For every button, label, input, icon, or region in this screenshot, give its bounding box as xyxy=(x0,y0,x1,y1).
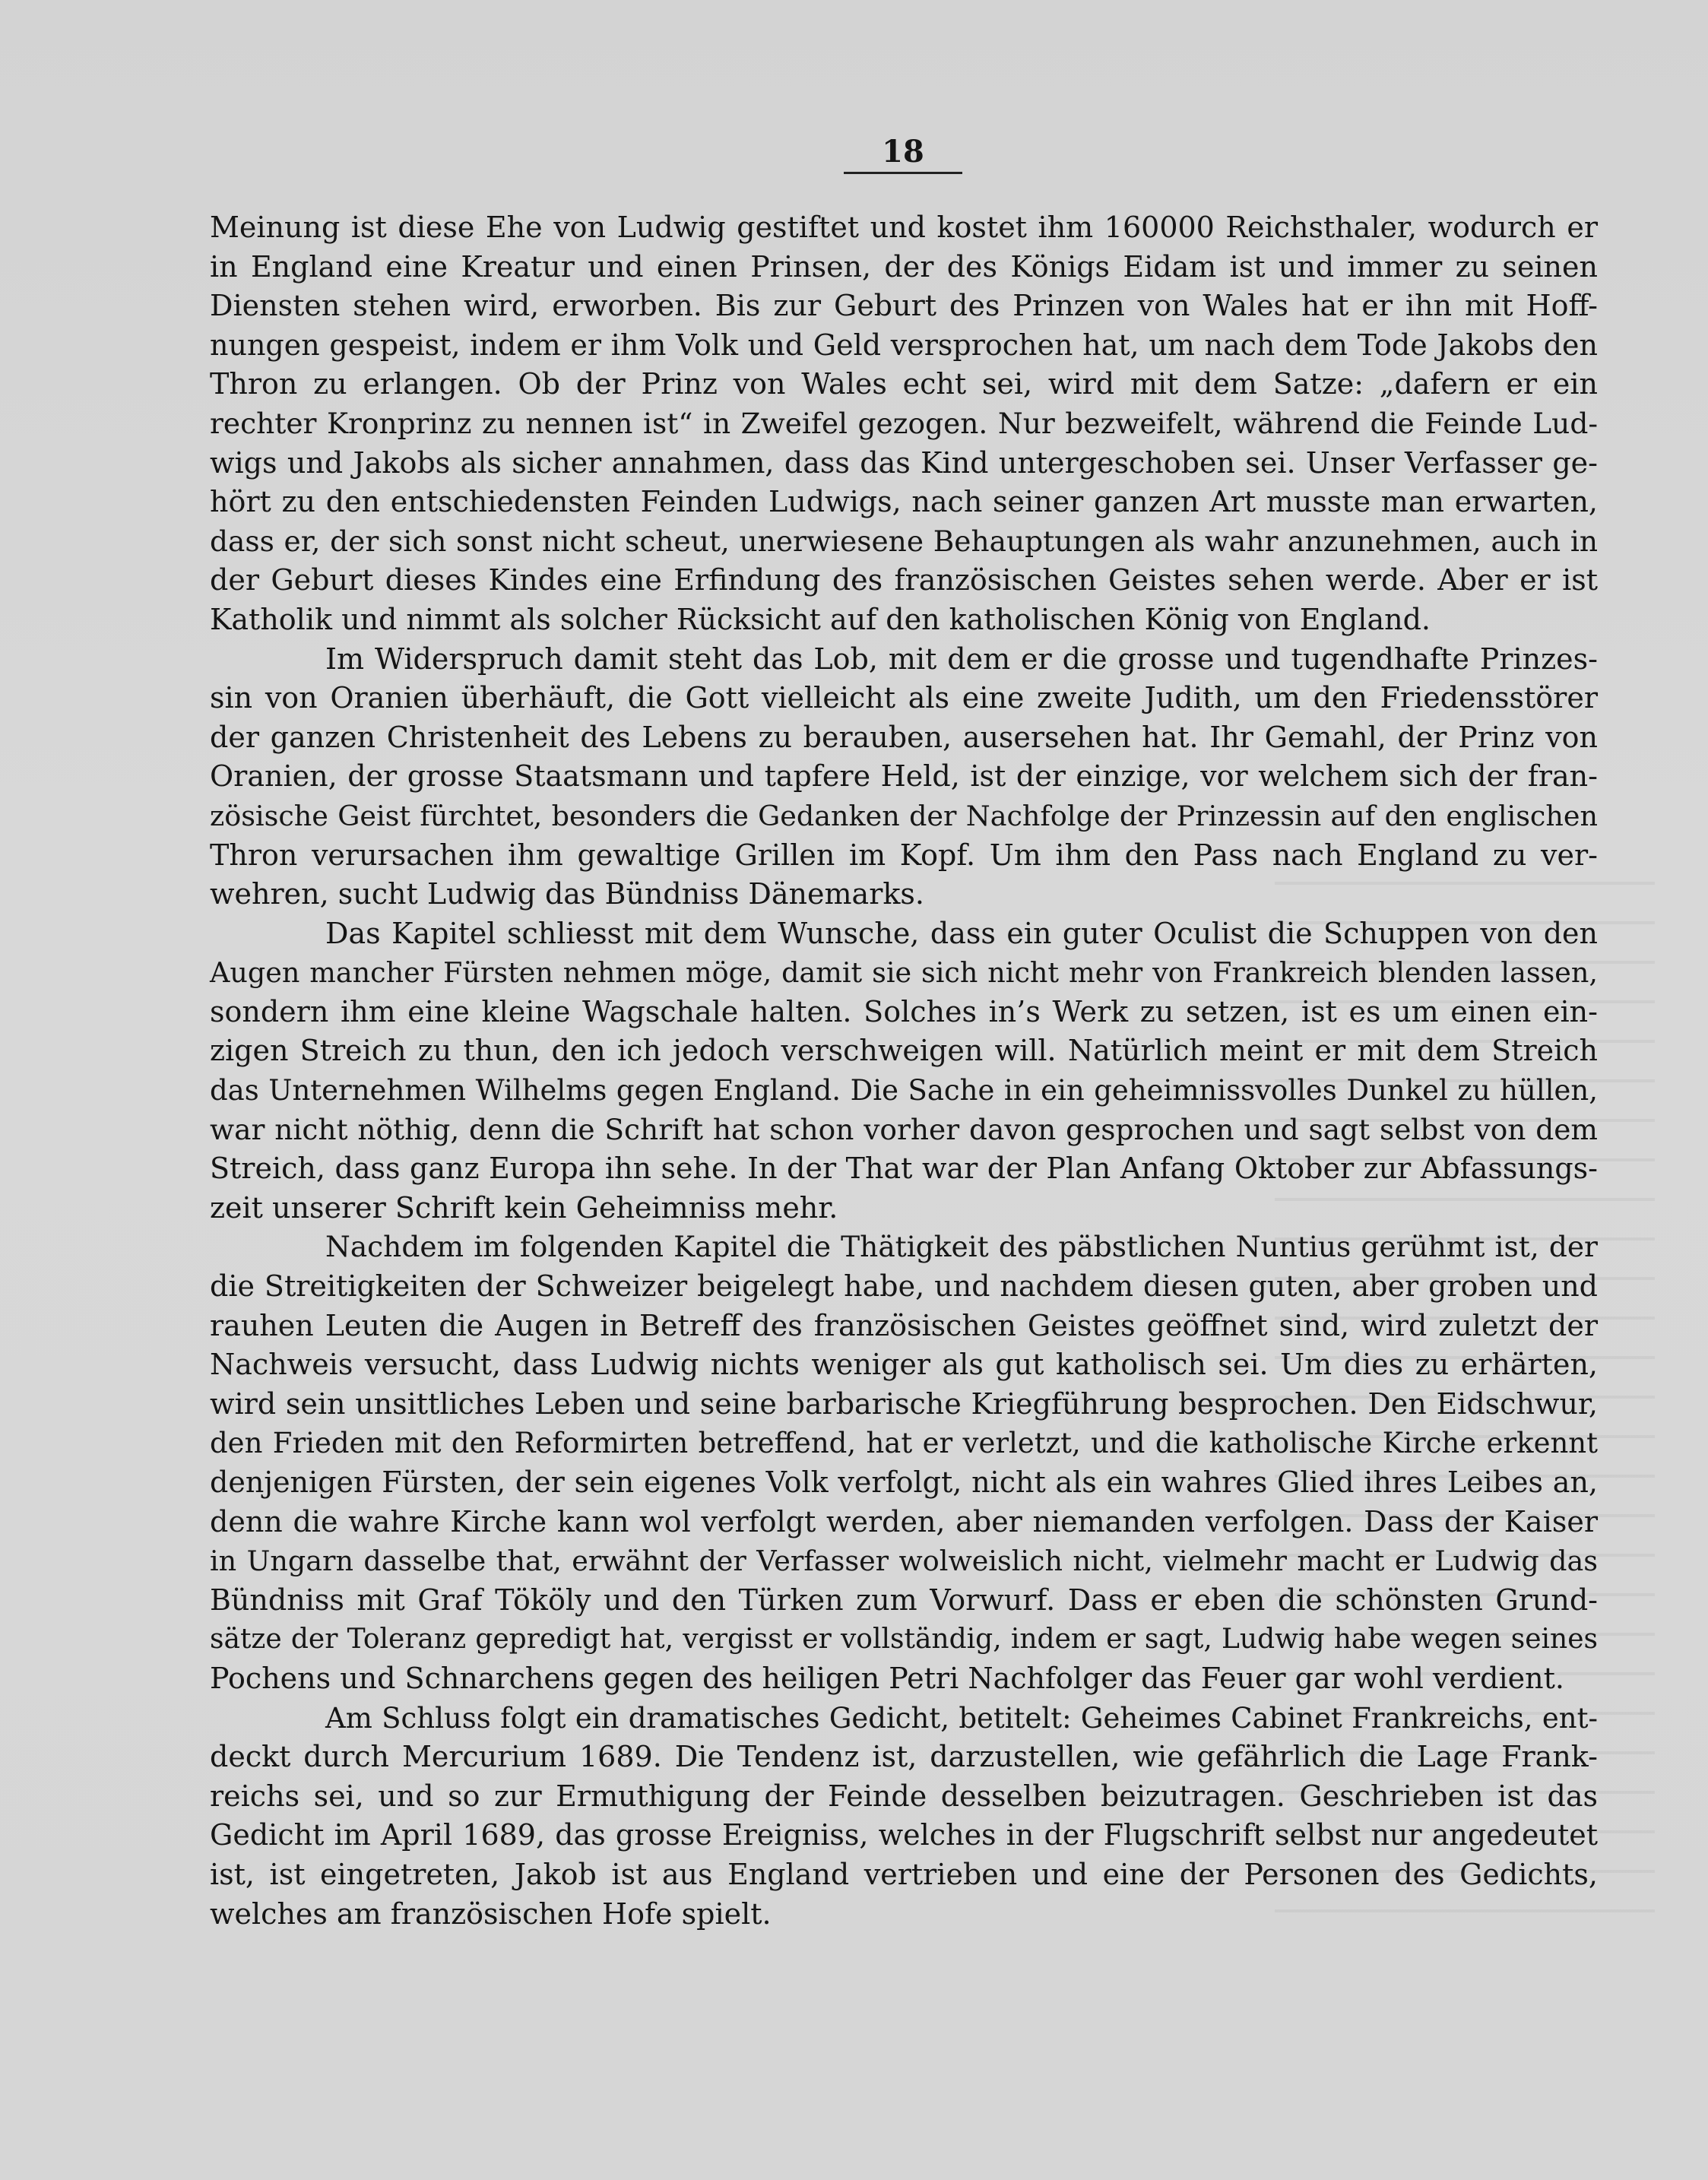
text-line: reichs sei, und so zur Ermuthigung der Feinde desselben beizutragen. Geschrieben ist das xyxy=(210,1779,1598,1813)
text-line: Augen mancher Fürsten nehmen möge, damit sie sich nicht mehr von Frankreich blenden lassen, xyxy=(210,956,1598,990)
text-line: in Ungarn dasselbe that, erwähnt der Verfasser wolweislich nicht, vielmehr macht er Ludwig das xyxy=(210,1545,1598,1578)
text-line: war nicht nöthig, denn die Schrift hat schon vorher davon gesprochen und sagt selbst von dem xyxy=(210,1112,1598,1146)
text-line: die Streitigkeiten der Schweizer beigelegt habe, und nachdem diesen guten, aber groben und xyxy=(210,1269,1598,1304)
text-line: ist, ist eingetreten, Jakob ist aus England vertrieben und eine der Personen des Gedichts, xyxy=(210,1857,1598,1891)
text-line: der ganzen Christenheit des Lebens zu berauben, ausersehen hat. Ihr Gemahl, der Prinz von xyxy=(210,720,1598,754)
text-line: sätze der Toleranz gepredigt hat, vergisst er vollständig, indem er sagt, Ludwig habe wegen seines xyxy=(210,1624,1598,1656)
text-line: Oranien, der grosse Staatsmann und tapfere Held, ist der einzige, vor welchem sich der fran- xyxy=(210,759,1598,794)
text-line: zigen Streich zu thun, den ich jedoch verschweigen will. Natürlich meint er mit dem Streich xyxy=(210,1034,1598,1068)
text-line: Thron verursachen ihm gewaltige Grillen im Kopf. Um ihm den Pass nach England zu ver- xyxy=(210,838,1598,872)
text-line: dass er, der sich sonst nicht scheut, unerwiesene Behauptungen als wahr anzunehmen, auch in xyxy=(210,524,1598,558)
text-line: Meinung ist diese Ehe von Ludwig gestiftet und kostet ihm 160000 Reichsthaler, wodurch er xyxy=(210,211,1598,244)
text-line: wehren, sucht Ludwig das Bündniss Dänemarks. xyxy=(210,877,924,911)
text-line: zeit unserer Schrift kein Geheimniss mehr. xyxy=(210,1190,838,1225)
text-line: denjenigen Fürsten, der sein eigenes Volk verfolgt, nicht als ein wahres Glied ihres Leibes an, xyxy=(210,1465,1598,1499)
text-line: Diensten stehen wird, erworben. Bis zur Geburt des Prinzen von Wales hat er ihn mit Hoff- xyxy=(210,289,1598,323)
text-line: wird sein unsittliches Leben und seine barbarische Kriegführung besprochen. Den Eidschwur, xyxy=(210,1386,1598,1421)
text-line: das Unternehmen Wilhelms gegen England. Die Sache in ein geheimnissvolles Dunkel zu hüllen, xyxy=(210,1074,1598,1107)
text-line: denn die wahre Kirche kann wol verfolgt werden, aber niemanden verfolgen. Dass der Kaiser xyxy=(210,1504,1598,1538)
body-text xyxy=(210,208,1598,1934)
text-line: rauhen Leuten die Augen in Betreff des französischen Geistes geöffnet sind, wird zuletzt der xyxy=(210,1308,1598,1342)
text-line: welches am französischen Hofe spielt. xyxy=(210,1896,772,1931)
text-line: Am Schluss folgt ein dramatisches Gedicht, betitelt: Geheimes Cabinet Frankreichs, ent- xyxy=(325,1701,1598,1735)
text-line: hört zu den entschiedensten Feinden Ludwigs, nach seiner ganzen Art musste man erwarten, xyxy=(210,485,1598,519)
text-line: sondern ihm eine kleine Wagschale halten. Solches in’s Werk zu setzen, ist es um einen ein- xyxy=(210,994,1598,1028)
text-line: rechter Kronprinz zu nennen ist“ in Zweifel gezogen. Nur bezweifelt, während die Feinde Lud- xyxy=(210,406,1598,440)
text-line: sin von Oranien überhäuft, die Gott vielleicht als eine zweite Judith, um den Friedensstörer xyxy=(210,681,1598,715)
text-line: Nachweis versucht, dass Ludwig nichts weniger als gut katholisch sei. Um dies zu erhärten, xyxy=(210,1348,1598,1382)
text-line: in England eine Kreatur und einen Prinsen, der des Königs Eidam ist und immer zu seinen xyxy=(210,249,1598,284)
text-line: Pochens und Schnarchens gegen des heiligen Petri Nachfolger das Feuer gar wohl verdient. xyxy=(210,1661,1564,1695)
page-number: 18 xyxy=(882,134,924,170)
text-line: den Frieden mit den Reformirten betreffend, hat er verletzt, und die katholische Kirche erkennt xyxy=(210,1427,1598,1460)
text-line: Nachdem im folgenden Kapitel die Thätigkeit des päbstlichen Nuntius gerühmt ist, der xyxy=(325,1230,1598,1264)
text-line: Streich, dass ganz Europa ihn sehe. In der That war der Plan Anfang Oktober zur Abfassungs- xyxy=(210,1152,1598,1186)
text-line: Thron zu erlangen. Ob der Prinz von Wales echt sei, wird mit dem Satze: „dafern er ein xyxy=(210,367,1598,401)
text-line: deckt durch Mercurium 1689. Die Tendenz ist, darzustellen, wie gefährlich die Lage Frank- xyxy=(210,1740,1598,1774)
text-line: wigs und Jakobs als sicher annahmen, dass das Kind untergeschoben sei. Unser Verfasser ge- xyxy=(210,445,1598,480)
text-line: Gedicht im April 1689, das grosse Ereigniss, welches in der Flugschrift selbst nur angedeutet xyxy=(210,1818,1598,1852)
text-line: Bündniss mit Graf Tököly und den Türken zum Vorwurf. Dass er eben die schönsten Grund- xyxy=(210,1583,1598,1617)
text-line: Katholik und nimmt als solcher Rücksicht auf den katholischen König von England. xyxy=(210,602,1431,636)
text-line: zösische Geist fürchtet, besonders die Gedanken der Nachfolge der Prinzessin auf den englischen xyxy=(210,799,1598,832)
text-line: Im Widerspruch damit steht das Lob, mit dem er die grosse und tugendhafte Prinzes- xyxy=(325,642,1598,676)
page-number-rule xyxy=(844,172,962,174)
text-line: Das Kapitel schliesst mit dem Wunsche, dass ein guter Oculist die Schuppen von den xyxy=(325,916,1598,950)
text-line: der Geburt dieses Kindes eine Erfindung des französischen Geistes sehen werde. Aber er ist xyxy=(210,563,1598,597)
text-line: nungen gespeist, indem er ihm Volk und Geld versprochen hat, um nach dem Tode Jakobs den xyxy=(210,328,1598,362)
